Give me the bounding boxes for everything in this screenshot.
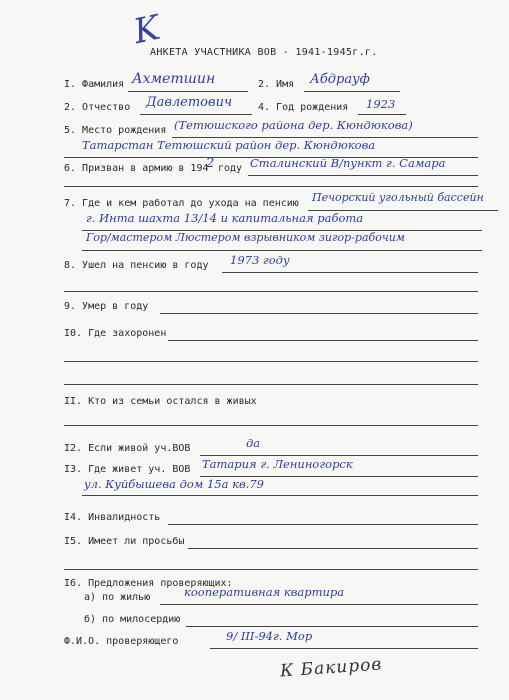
form-title: АНКЕТА УЧАСТНИКА ВОВ - 1941-1945г.г. [150,47,378,58]
value-work-1: Печорский угольный бассейн [312,191,484,204]
label-inspector: Ф.И.О. проверяющего [64,636,179,647]
value-retired: 1973 году [230,253,290,267]
value-drafted-place: Сталинский В/пункт г. Самара [250,156,446,170]
label-surname: I. Фамилия [64,79,125,90]
value-lives-1: Татария г. Лениногорск [202,457,353,471]
value-work-3: Гор/мастером Люстером взрывником зигор-рабочим [86,231,405,244]
label-birth-year: 4. Год рождения [258,102,349,113]
label-retired: 8. Ушел на пенсию в году [64,260,209,271]
value-housing: кооперативная квартира [184,585,345,599]
label-died: 9. Умер в году [64,301,149,312]
value-drafted-year: 2 [206,156,215,171]
value-patronymic: Давлетович [146,95,233,110]
value-birthplace-2: Татарстан Тетюшский район дер. Кюндюкова [82,138,376,152]
label-drafted: 6. Призван в армию в 194 [64,163,209,174]
value-alive: да [246,436,261,450]
label-alive: I2. Если живой уч.ВОВ [64,443,191,454]
label-proposals: I6. Предложения проверяющих: [64,578,233,589]
value-name: Абдрауф [310,72,370,87]
corner-handwritten-mark: K [130,7,164,53]
value-birth-year: 1923 [366,97,396,111]
label-mercy: б) по милосердию [84,614,181,625]
label-birthplace: 5. Место рождения [64,125,167,136]
signature: К Бакиров [279,654,383,682]
value-work-2: г. Инта шахта 13/14 и капитальная работа [86,211,364,225]
label-disability: I4. Инвалидность [64,512,161,523]
label-drafted-year-word: году [218,163,243,174]
value-inspector: 9/ III-94г. Мор [226,629,313,643]
value-lives-2: ул. Куйбышева дом 15а кв.79 [84,477,264,491]
value-birthplace-1: (Тетюшского района дер. Кюндюкова) [174,118,413,132]
label-name: 2. Имя [258,79,295,90]
label-work: 7. Где и кем работал до ухода на пенсию [64,198,299,209]
label-requests: I5. Имеет ли просьбы [64,536,185,547]
label-housing: а) по жилью [84,592,151,603]
value-surname: Ахметшин [132,71,216,87]
label-patronymic: 2. Отчество [64,102,131,113]
label-family: II. Кто из семьи остался в живых [64,396,257,407]
label-buried: I0. Где захоронен [64,328,167,339]
label-lives: I3. Где живет уч. ВОВ [64,464,191,475]
